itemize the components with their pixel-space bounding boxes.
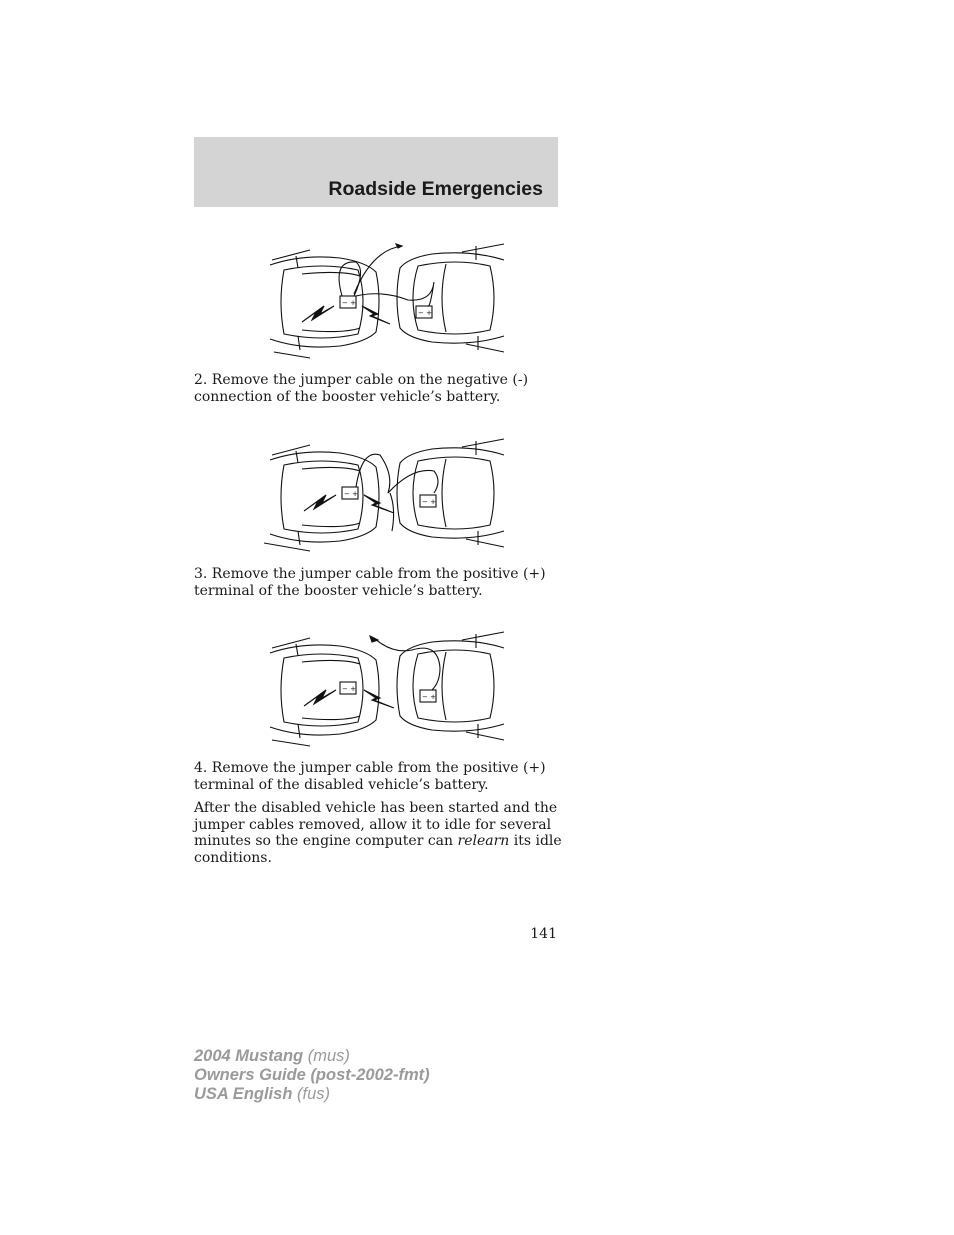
step-2-text: 2. Remove the jumper cable on the negative (-) connection of the booster vehicle’s battery. [194,372,529,405]
battery-terminals: − + [422,693,436,701]
booster-car-outline [397,439,504,547]
step-4-text: 4. Remove the jumper cable from the positive (+) terminal of the disabled vehicle’s battery. [194,760,546,793]
battery-terminals: − + [342,299,356,307]
section-title: Roadside Emergencies [328,178,543,200]
spark-icon [304,690,336,706]
footer-line-2 [194,1066,430,1085]
footer-model-code: (mus) [303,1047,350,1065]
battery-terminals: − + [344,490,358,498]
booster-car-outline [397,244,504,352]
booster-car-outline [397,632,504,740]
section-header [194,137,558,207]
document-footer [194,1047,430,1104]
page-number: 141 [530,926,557,942]
footer-guide: Owners Guide (post-2002-fmt) [194,1066,430,1084]
jumper-diagram-2 [262,435,512,557]
footer-language: USA English [194,1085,293,1103]
jumper-diagram-3 [262,628,512,750]
step-3-text: 3. Remove the jumper cable from the positive (+) terminal of the booster vehicle’s battery. [194,566,546,599]
footer-language-code: (fus) [292,1085,330,1103]
spark-icon [362,306,390,324]
spark-icon [304,495,336,511]
after-start-text-part1: After the disabled vehicle has been started and the jumper cables removed, allow it to idle for several minutes so the engine computer can [194,800,558,849]
footer-line-1 [194,1047,430,1066]
footer-line-3 [194,1085,430,1104]
battery-terminals: − + [342,685,356,693]
battery-terminals: − + [422,498,436,506]
after-start-text-part2: its idle conditions. [194,833,562,866]
disabled-car-outline [270,250,379,358]
after-start-text [194,800,564,866]
spark-icon [302,306,334,322]
jumper-diagram-1 [262,240,512,362]
footer-model: 2004 Mustang [194,1047,304,1065]
relearn-emphasis: relearn [457,833,510,849]
battery-terminals: − + [418,309,432,317]
